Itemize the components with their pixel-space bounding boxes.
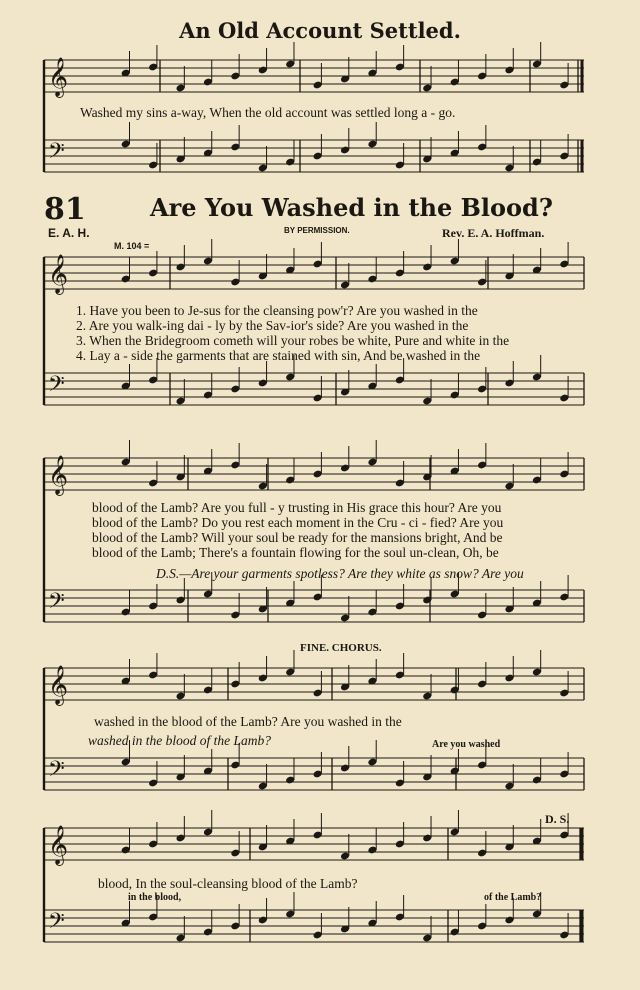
- bass-clef-icon: 𝄢: [48, 139, 65, 169]
- permission-note: BY PERMISSION.: [284, 226, 350, 235]
- treble-clef-icon: 𝄞: [48, 825, 69, 865]
- verse-3-line-b: blood of the Lamb? Will your soul be ready for the mansions bright, And be: [92, 530, 503, 545]
- chorus-line-a: washed in the blood of the Lamb? Are you washed in the: [94, 714, 402, 729]
- verse-1-line-a: 1. Have you been to Je-sus for the cleansing pow'r? Are you washed in the: [76, 303, 478, 318]
- fine-chorus-label: FINE. CHORUS.: [300, 642, 382, 654]
- verse-4-line-b: blood of the Lamb; There's a fountain flowing for the soul un-clean, Oh, be: [92, 545, 499, 560]
- ds-mark: D. S.: [545, 812, 570, 826]
- treble-clef-icon: 𝄞: [48, 254, 69, 294]
- hymn-number: 81: [44, 192, 86, 227]
- bass-clef-icon: 𝄢: [48, 757, 65, 787]
- chorus-line-a-echo: washed in the blood of the Lamb?: [88, 733, 271, 748]
- verse-2-line-b: blood of the Lamb? Do you rest each moment in the Cru - ci - fied? Are you: [92, 515, 504, 530]
- verse-2-line-a: 2. Are you walk-ing dai - ly by the Sav-ior's side? Are you washed in the: [76, 318, 469, 333]
- treble-clef-icon: 𝄞: [48, 665, 69, 705]
- chorus-bass-text-a: Are you washed: [432, 739, 501, 750]
- chorus-bass-text-b1: in the blood,: [128, 892, 182, 903]
- ds-line: D.S.—Are your garments spotless? Are they white as snow? Are you: [156, 566, 524, 581]
- verse-3-line-a: 3. When the Bridegroom cometh will your robes be white, Pure and white in the: [76, 333, 510, 348]
- chorus-line-b: blood, In the soul-cleansing blood of the Lamb?: [98, 876, 358, 891]
- hymn-title: Are You Washed in the Blood?: [150, 193, 553, 222]
- verse-1-line-b: blood of the Lamb? Are you full - y trusting in His grace this hour? Are you: [92, 500, 502, 515]
- verse-4-line-a: 4. Lay a - side the garments that are stained with sin, And be washed in the: [76, 348, 481, 363]
- verses-block-b: [92, 500, 503, 560]
- verses-block-a: [76, 303, 509, 363]
- treble-clef-icon: 𝄞: [48, 57, 69, 97]
- bass-clef-icon: 𝄢: [48, 372, 65, 402]
- bass-clef-icon: 𝄢: [48, 909, 65, 939]
- composer: Rev. E. A. Hoffman.: [442, 226, 545, 240]
- author-initials: E. A. H.: [48, 226, 90, 240]
- tempo-marking: M. 104 =: [114, 241, 150, 251]
- song-80-lyric: Washed my sins a-way, When the old account was settled long a - go.: [80, 105, 456, 120]
- bass-clef-icon: 𝄢: [48, 589, 65, 619]
- chorus-bass-text-b2: of the Lamb?: [484, 892, 542, 903]
- song-80-title: An Old Account Settled.: [179, 18, 461, 43]
- treble-clef-icon: 𝄞: [48, 455, 69, 495]
